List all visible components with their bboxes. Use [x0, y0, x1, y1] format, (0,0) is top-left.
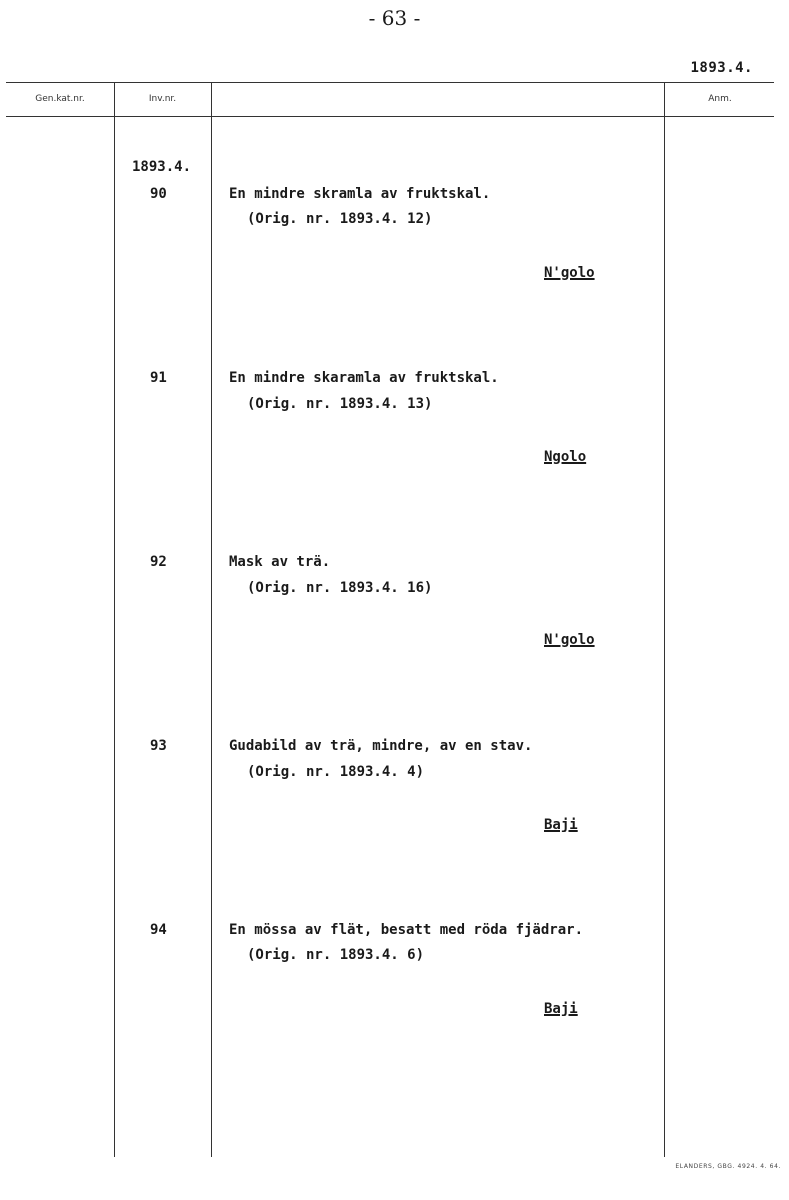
origin-label: Baji [544, 817, 578, 833]
page-number: - 63 - [368, 6, 421, 30]
entry-description: En mindre skramla av fruktskal. [229, 186, 491, 202]
origin-label: N'golo [544, 632, 595, 648]
origin-label: N'golo [544, 265, 595, 281]
entry-description: En mindre skaramla av fruktskal. [229, 370, 499, 386]
original-number: (Orig. nr. 1893.4. 16) [247, 580, 433, 596]
column-header-inv: Inv.nr. [148, 94, 177, 104]
header-top-rule [6, 82, 774, 83]
inventory-number: 92 [150, 554, 167, 570]
original-number: (Orig. nr. 1893.4. 13) [247, 396, 433, 412]
inventory-number: 91 [150, 370, 167, 386]
header-bottom-rule [6, 116, 774, 117]
column-header-gen-kat: Gen.kat.nr. [35, 94, 85, 104]
origin-label: Ngolo [544, 449, 587, 465]
entry-description: Mask av trä. [229, 554, 331, 570]
original-number: (Orig. nr. 1893.4. 12) [247, 211, 433, 227]
entry-description: Gudabild av trä, mindre, av en stav. [229, 738, 533, 754]
original-number: (Orig. nr. 1893.4. 6) [247, 947, 425, 963]
origin-label: Baji [544, 1001, 578, 1017]
entry-description: En mössa av flät, besatt med röda fjädrar. [229, 922, 584, 938]
printer-mark: ELANDERS, GBG. 4924. 4. 64. [675, 1163, 781, 1170]
ledger-reference: 1893.4. [690, 60, 753, 76]
inventory-year: 1893.4. [132, 159, 192, 175]
inventory-number: 93 [150, 738, 167, 754]
column-header-anm: Anm. [708, 94, 732, 104]
original-number: (Orig. nr. 1893.4. 4) [247, 764, 425, 780]
inventory-number: 90 [150, 186, 167, 202]
column-divider-anm [664, 82, 665, 1157]
column-divider-description [211, 82, 212, 1157]
column-divider-inv [114, 82, 115, 1157]
inventory-number: 94 [150, 922, 167, 938]
